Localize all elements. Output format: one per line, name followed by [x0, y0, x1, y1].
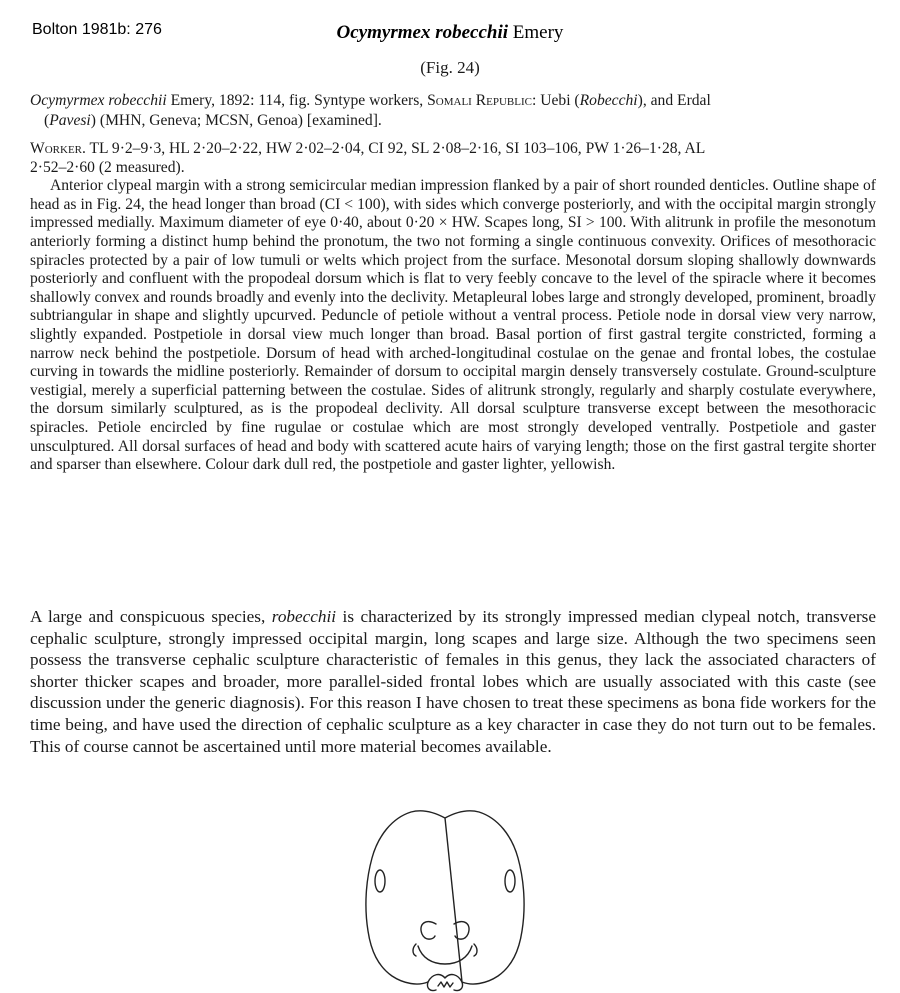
figure-reference: (Fig. 24): [420, 58, 480, 77]
measurements: TL 9·2–9·3, HL 2·20–2·22, HW 2·02–2·04, CI 92, SL 2·08–2·16, SI 103–106, PW 1·26–1·28, AL: [85, 140, 706, 157]
paren-open: (: [44, 112, 50, 129]
species-title-author: Emery: [508, 22, 564, 43]
discussion-text: is characterized by its strongly impressed median clypeal notch, transverse cephalic sculpture, strongly impressed occipital margin, long scapes and large size. Although the two specimens seen possess the transverse cephalic sculpture characteristic of females in this genus, they lack the associated characters of shorter thicker scapes and broader, more parallel-sided frontal lobes which are usually associated with this caste (see discussion under the generic diagnosis). For this reason I have chosen to treat these specimens as bona fide workers for the time being, and have used the direction of cephalic sculpture as a key character in case they do not turn out to be females. This of course cannot be ascertained until more material becomes available.: [30, 607, 876, 756]
synonymy-citation: Emery, 1892: 114, fig. Syntype workers,: [166, 92, 428, 109]
head-outline-figure: [356, 806, 534, 993]
antennal-socket-left: [413, 944, 416, 956]
left-mandible: [427, 982, 436, 991]
synonymy-taxon: Ocymyrmex robecchii: [30, 92, 167, 109]
clypeal-notch: [428, 975, 462, 982]
synonymy-paragraph: [30, 91, 875, 131]
measurements-continued: 2·52–2·60 (2 measured).: [30, 158, 185, 176]
type-locality-second: ), and Erdal: [637, 92, 711, 109]
collector-pavesi: Pavesi: [49, 112, 91, 129]
right-eye: [505, 870, 515, 892]
collector-robecchi: Robecchi: [579, 92, 638, 109]
worker-description-text: Anterior clypeal margin with a strong semicircular median impression flanked by a pair of short rounded denticles. Outline shape of head as in Fig. 24, the head longer than broad (CI < 100), with sides which converge posteriorly, and with the occipital margin strongly impressed medially. Maximum diameter of eye 0·40, about 0·20 × HW. Scapes long, SI > 100. With alitrunk in profile the mesonotum anteriorly forming a distinct hump behind the pronotum, the two not forming a single continuous convexity. Orifices of mesothoracic spiracles protected by a pair of low tumuli or welts which project from the surface. Mesonotal dorsum sloping shallowly downwards posteriorly and confluent with the propodeal dorsum which is flat to very feebly concave to the level of the spiracle where it becomes shallowly convex and rounds broadly and evenly into the declivity. Metapleural lobes large and strongly developed, prominent, broadly subtriangular in shape and slightly upcurved. Peduncle of petiole without a ventral process. Petiole node in dorsal view very narrow, slightly expanded. Postpetiole in dorsal view much longer than broad. Basal portion of first gastral tergite constricted, forming a narrow neck behind the postpetiole. Dorsum of head with arched-longitudinal costulae on the genae and frontal lobes, the costulae curving in towards the midline posteriorly. Remainder of dorsum to occipital margin densely transversely costulate. Ground-sculpture vestigial, merely a superficial patterning between the costulae. Sides of alitrunk strongly, regularly and sharply costulate everywhere, the dorsum similarly sculptured, as is the propodeal declivity. All dorsal sculpture transverse except between the mesothoracic spiracles. Petiole encircled by fine rugulae or costulae which are most strongly developed ventrally. Postpetiole and gaster unsculptured. All dorsal surfaces of head and body with scattered acute hairs of varying length; those on the first gastral tergite shorter and sparser than elsewhere. Colour dark dull red, the postpetiole and gaster lighter, yellowish.: [30, 177, 876, 474]
right-mandible: [454, 982, 463, 991]
species-title: [0, 22, 900, 44]
median-denticles: [438, 982, 453, 987]
discussion-intro: A large and conspicuous species,: [30, 607, 272, 626]
left-frontal-lobe: [421, 922, 436, 940]
ant-head-outline-icon: [356, 806, 534, 993]
source-citation: Bolton 1981b: 276: [32, 21, 162, 38]
left-eye: [375, 870, 385, 892]
clypeus: [418, 946, 472, 964]
species-title-name: Ocymyrmex robecchii: [336, 22, 509, 43]
type-locality: : Uebi (: [531, 92, 580, 109]
discussion-species: robecchii: [271, 607, 337, 626]
discussion-paragraph: [30, 606, 876, 757]
antennal-socket-right: [474, 944, 477, 956]
type-depository: ) (MHN, Geneva; MCSN, Genoa) [examined].: [90, 112, 382, 129]
type-locality-country: Somali Republic: [427, 92, 532, 109]
worker-description: [30, 140, 876, 475]
caste-label: Worker.: [30, 140, 86, 157]
head-capsule-outline: [366, 811, 524, 984]
synonymy-line-2: [30, 111, 875, 131]
